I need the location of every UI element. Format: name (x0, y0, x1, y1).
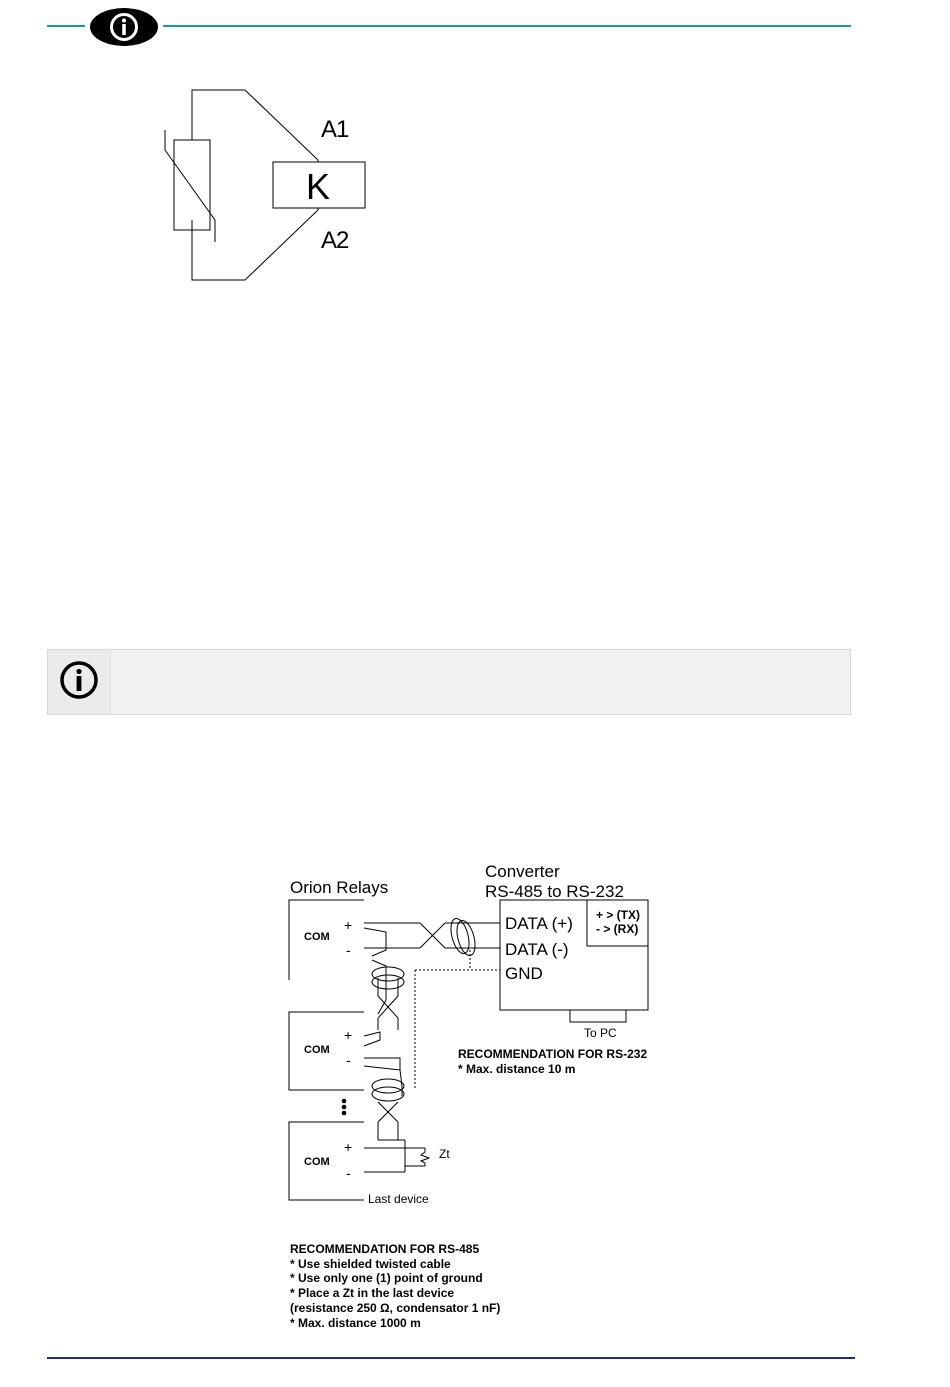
rs485-recommendation-line: * Use shielded twisted cable (290, 1257, 451, 1271)
rs485-recommendation-title: RECOMMENDATION FOR RS-485 (290, 1242, 480, 1256)
rs485-recommendation-line: (resistance 250 Ω, condensator 1 nF) (290, 1301, 501, 1315)
relay-1-minus: - (346, 942, 351, 958)
relay-1-com-label: COM (304, 931, 330, 943)
relay-1-plus: + (344, 917, 353, 933)
rx-label: - > (RX) (596, 922, 639, 936)
resistor-body (174, 140, 210, 230)
relay-2-com-label: COM (304, 1044, 330, 1056)
info-icon (59, 660, 99, 700)
info-note-icon-cell (48, 650, 111, 714)
converter-title-line2: RS-485 to RS-232 (485, 882, 624, 901)
relay-coil-diagram (150, 80, 380, 290)
data-minus-label: DATA (-) (505, 940, 569, 959)
header-rule-left (47, 25, 85, 27)
footer-rule (47, 1357, 855, 1359)
terminal-a1-label: A1 (321, 116, 349, 143)
zt-label: Zt (439, 1147, 450, 1161)
rs485-recommendation-line: * Use only one (1) point of ground (290, 1271, 483, 1285)
relay-3-minus: - (346, 1165, 351, 1181)
to-pc-label: To PC (584, 1026, 617, 1040)
varistor-slash (165, 130, 215, 242)
relay-3-plus: + (344, 1139, 353, 1155)
to-pc-connector (570, 1010, 626, 1022)
converter-title-line1: Converter (485, 862, 560, 881)
wire-top (192, 90, 318, 160)
orion-relays-title: Orion Relays (290, 878, 389, 897)
terminal-a2-label: A2 (321, 227, 349, 254)
relay-2-plus: + (344, 1027, 353, 1043)
rs232-recommendation-line: * Max. distance 10 m (458, 1062, 576, 1076)
rs485-recommendation-line: * Max. distance 1000 m (290, 1316, 421, 1330)
relay-2-minus: - (346, 1052, 351, 1068)
rs485-recommendation-line: * Place a Zt in the last device (290, 1286, 455, 1300)
data-plus-label: DATA (+) (505, 914, 573, 933)
coil-k-label: K (306, 166, 331, 207)
info-note (47, 649, 851, 715)
zt-resistor (421, 1152, 429, 1163)
info-icon (109, 12, 139, 42)
more-devices-dots (342, 1099, 347, 1116)
tx-label: + > (TX) (596, 908, 641, 922)
gnd-label: GND (505, 964, 543, 983)
rs232-recommendation-title: RECOMMENDATION FOR RS-232 (458, 1047, 648, 1061)
wire-bottom (192, 210, 318, 280)
relay-3-com-label: COM (304, 1156, 330, 1168)
header-rule-right (163, 25, 851, 27)
last-device-label: Last device (368, 1192, 429, 1206)
header-logo (90, 8, 158, 46)
